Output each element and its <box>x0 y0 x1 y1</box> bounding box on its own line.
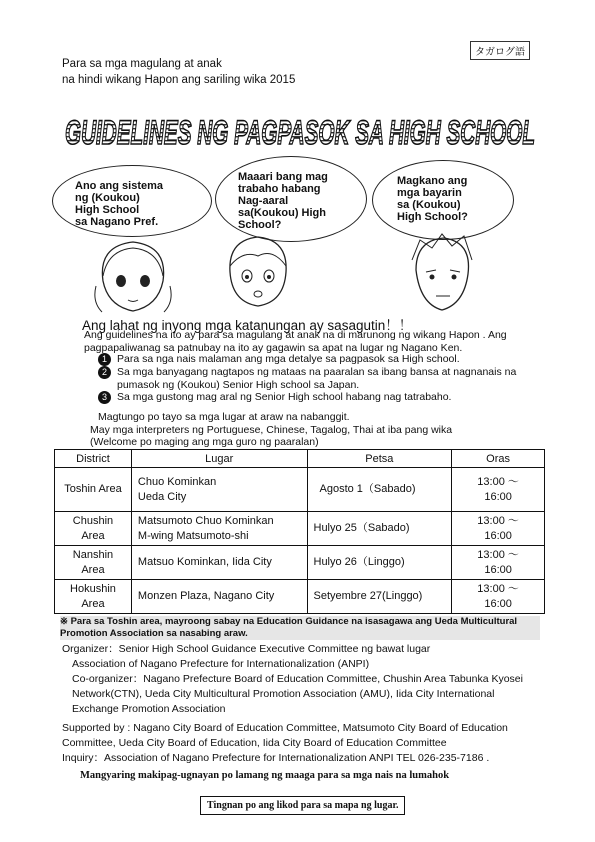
meeting-line: (Welcome po maging ang mga guro ng paaralan) <box>90 436 319 448</box>
bubble-1-line: High School <box>75 204 140 216</box>
question-bubble-1 <box>52 165 212 237</box>
bubble-1-line: sa Nagano Pref. <box>75 216 159 228</box>
district-cell: Chushin Area <box>55 512 132 546</box>
meeting-line: Magtungo po tayo sa mga lugar at araw na nabanggit. <box>98 411 350 423</box>
place-cell <box>131 512 307 546</box>
question-bubble-2 <box>215 156 367 242</box>
title-text: GUIDELINES NG PAGPASOK SA HIGH SCHOOL <box>65 114 535 152</box>
number-badge: 2 <box>98 366 111 379</box>
number-badge: 3 <box>98 391 111 404</box>
time-cell <box>452 546 545 580</box>
girl-face-illustration <box>88 236 178 316</box>
intro-line-1: Para sa mga magulang at anak <box>62 58 222 70</box>
closing-text: Mangyaring makipag-ugnayan po lamang ng maaga para sa mga nais na lumahok <box>80 770 450 781</box>
table-row <box>55 580 545 614</box>
answer-headline: Ang lahat ng inyong mga katanungan ay sasagutin！！ <box>82 318 413 333</box>
list-item <box>98 353 538 366</box>
boy-face-illustration <box>402 230 482 316</box>
bubble-2-line: sa(Koukou) High <box>238 207 326 219</box>
date-cell: Hulyo 26（Linggo) <box>307 546 452 580</box>
meeting-info <box>90 411 453 449</box>
column-header: Oras <box>452 450 545 468</box>
co-organizer: Co-organizer：Nagano Prefecture Board of Education Committee, Chushin Area Tabunka Kyosei Network(CTN), Ueda City Multicultural Promotion Association (AMU), Iida City International Exchange Promotion Association <box>72 673 523 715</box>
page-title <box>60 104 540 160</box>
column-header: Petsa <box>307 450 452 468</box>
bubble-3-line: mga bayarin <box>397 187 462 199</box>
audience-list <box>98 353 538 404</box>
description <box>84 329 544 354</box>
table-row <box>55 468 545 512</box>
place-line: M-wing Matsumoto-shi <box>137 529 249 542</box>
time-line: 16:00 <box>484 490 512 503</box>
intro-text <box>62 56 295 88</box>
place-line: Ueda City <box>137 490 187 503</box>
question-bubble-3 <box>372 160 514 240</box>
list-item-text: Sa mga gustong mag aral ng Senior High school habang nag tatrabaho. <box>117 391 452 403</box>
time-line: 13:00 ～ <box>477 582 519 595</box>
column-header: Lugar <box>131 450 307 468</box>
place-line: Chuo Kominkan <box>137 475 217 488</box>
place-cell: Matsuo Kominkan, Iida City <box>131 546 307 580</box>
back-page-note: Tingnan po ang likod para sa mapa ng lugar. <box>200 796 405 815</box>
supported-by: Supported by : Nagano City Board of Education Committee, Matsumoto City Board of Education Committee, Ueda City Board of Education, Iida City Board of Education Committee <box>62 722 508 749</box>
date-cell: Hulyo 25（Sabado) <box>307 512 452 546</box>
list-item-text: Sa mga banyagang nagtapos ng mataas na paaralan sa ibang bansa at nagnanais na pumasok ng (Koukou) Senior High school sa Japan. <box>117 366 517 391</box>
time-line: 16:00 <box>484 529 512 542</box>
district-cell: Nanshin Area <box>55 546 132 580</box>
title-banner <box>60 104 540 160</box>
time-line: 13:00 ～ <box>477 475 519 488</box>
time-line: 13:00 ～ <box>477 548 519 561</box>
toshin-note: ※ Para sa Toshin area, mayroong sabay na Education Guidance na isasagawa ang Ueda Multicultural Promotion Association sa nasabing araw. <box>60 616 540 640</box>
list-item-text: Para sa nga nais malaman ang mga detalye sa pagpasok sa High school. <box>117 353 460 365</box>
time-cell <box>452 468 545 512</box>
list-item <box>98 391 538 404</box>
time-line: 16:00 <box>484 563 512 576</box>
inquiry: Inquiry：Association of Nagano Prefecture for Internationalization ANPI TEL 026-235-7186 . <box>62 752 490 764</box>
organizer-info <box>62 642 534 766</box>
intro-line-2: na hindi wikang Hapon ang sariling wika 2015 <box>62 74 296 86</box>
organizer-line-2: Association of Nagano Prefecture for Internationalization (ANPI) <box>72 658 370 670</box>
bubble-2-line: School? <box>238 219 282 231</box>
district-cell: Toshin Area <box>55 468 132 512</box>
bubble-1-line: Ano ang sistema <box>75 180 164 192</box>
child-face-illustration <box>218 232 298 312</box>
meeting-line: May mga interpreters ng Portuguese, Chinese, Tagalog, Thai at iba pang wika <box>90 423 453 436</box>
table-header-row <box>55 450 545 468</box>
column-header: District <box>55 450 132 468</box>
time-cell <box>452 512 545 546</box>
description-line: Ang guidelines na ito ay para sa magulang at anak na di marunong ng wikang Hapon . Ang <box>84 329 507 341</box>
organizer-label: Organizer：Senior High School Guidance Executive Committee ng bawat lugar <box>62 643 431 655</box>
date-cell: Setyembre 27(Linggo) <box>307 580 452 614</box>
place-cell: Monzen Plaza, Nagano City <box>131 580 307 614</box>
date-cell: Agosto 1（Sabado) <box>307 468 452 512</box>
table-row <box>55 512 545 546</box>
time-cell <box>452 580 545 614</box>
description-line: pagpapaliwanag sa patnubay na ito ay gagawin sa apat na lugar ng Nagano Ken. <box>84 341 463 354</box>
bubble-3-line: Magkano ang <box>397 175 468 187</box>
schedule-table <box>54 449 545 614</box>
bubble-2-line: trabaho habang <box>238 183 321 195</box>
place-cell <box>131 468 307 512</box>
bubble-3-line: sa (Koukou) <box>397 199 461 211</box>
language-tag: タガログ語 <box>470 41 530 60</box>
time-line: 13:00 ～ <box>477 514 519 527</box>
time-line: 16:00 <box>484 597 512 610</box>
bubble-3-line: High School? <box>397 211 468 223</box>
bubble-2-line: Maaari bang mag <box>238 171 328 183</box>
place-line: Matsumoto Chuo Kominkan <box>137 514 274 527</box>
list-item <box>98 366 538 391</box>
district-cell: Hokushin Area <box>55 580 132 614</box>
table-row <box>55 546 545 580</box>
bubble-2-line: Nag-aaral <box>238 195 289 207</box>
bubble-1-line: ng (Koukou) <box>75 192 140 204</box>
number-badge: 1 <box>98 353 111 366</box>
